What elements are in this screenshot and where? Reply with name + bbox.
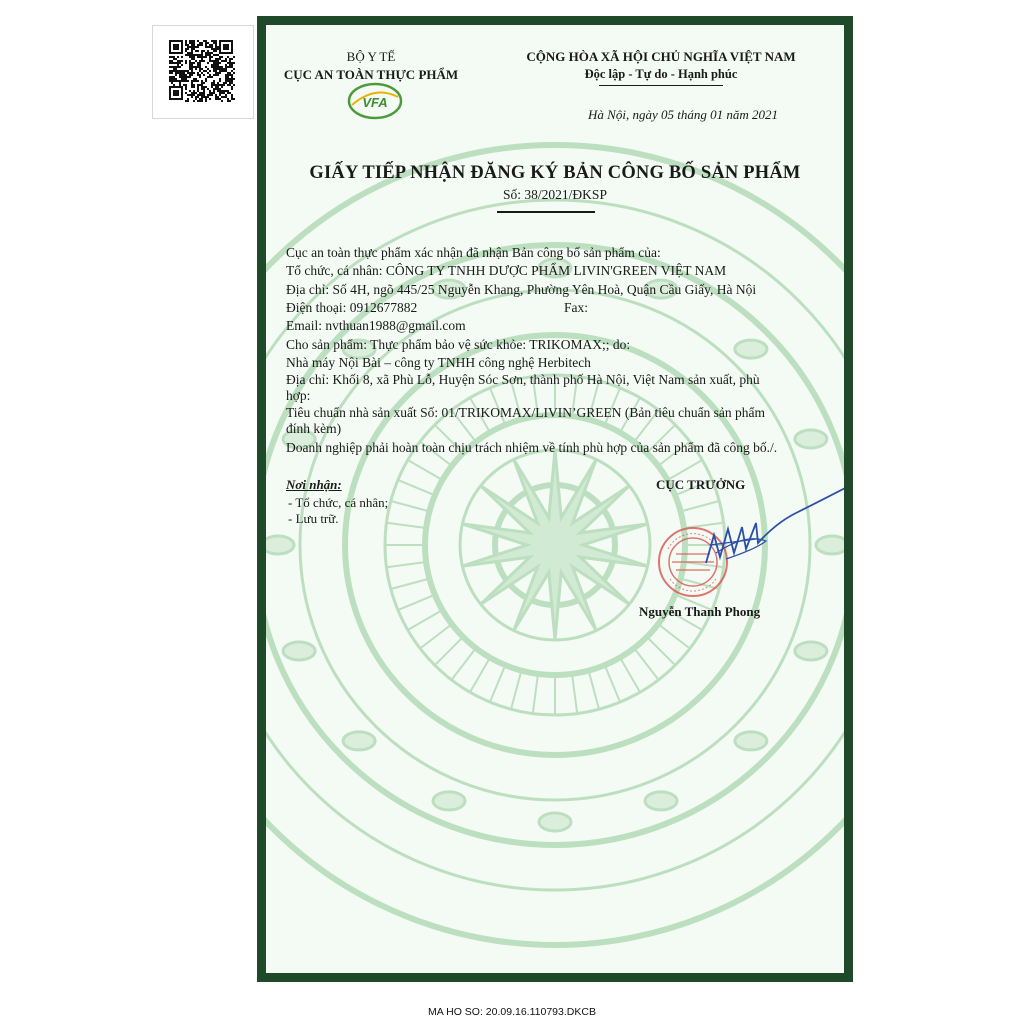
body-line-10: Tiêu chuẩn nhà sản xuất Số: 01/TRIKOMAX/LIVIN’GREEN (Bản tiêu chuẩn sản phẩm [286, 405, 766, 420]
certificate-paper [266, 25, 844, 973]
certificate-page [257, 16, 853, 982]
document-title: GIẤY TIẾP NHẬN ĐĂNG KÝ BẢN CÔNG BỐ SẢN PHẨM [309, 163, 801, 183]
agency-name: CỤC AN TOÀN THỰC PHẨM [283, 67, 459, 82]
issue-date: Hà Nội, ngày 05 tháng 01 năm 2021 [588, 107, 778, 122]
body-line-7: Nhà máy Nội Bài – công ty TNHH công nghệ Herbitech [286, 355, 591, 370]
recipient-item: - Lưu trữ. [288, 511, 339, 526]
document-footer: MA HO SO: 20.09.16.110793.DKCB [428, 1006, 596, 1018]
body-line-9: hợp: [286, 388, 311, 403]
vfa-logo [346, 81, 404, 121]
signer-position: CỤC TRƯỞNG [656, 477, 746, 492]
vfa-logo-text: VFA [362, 95, 388, 110]
recipients-title: Nơi nhận: [286, 477, 342, 492]
body-line-2: Tổ chức, cá nhân: CÔNG TY TNHH DƯỢC PHẨM LIVIN'GREEN VIỆT NAM [286, 263, 727, 278]
body-line-1: Cục an toàn thực phẩm xác nhận đã nhận Bản công bố sản phẩm của: [286, 245, 661, 260]
signer-name: Nguyễn Thanh Phong [639, 604, 761, 619]
body-line-11: đính kèm) [286, 421, 342, 436]
body-line-12: Doanh nghiệp phải hoàn toàn chịu trách nhiệm về tính phù hợp của sản phẩm đã công bố./. [286, 440, 778, 455]
body-line-8: Địa chỉ: Khối 8, xã Phù Lỗ, Huyện Sóc Sơn, thành phố Hà Nội, Việt Nam sản xuất, phù [286, 372, 760, 387]
country-name: CỘNG HÒA XÃ HỘI CHỦ NGHĨA VIỆT NAM [526, 49, 796, 64]
document-number: Số: 38/2021/ĐKSP [503, 187, 607, 202]
handwritten-signature-icon [686, 483, 844, 593]
recipient-item: - Tổ chức, cá nhân; [288, 495, 389, 510]
fax-label: Fax: [564, 300, 589, 315]
title-divider [497, 211, 595, 213]
body-line-6: Cho sản phẩm: Thực phẩm bảo vệ sức khỏe: TRIKOMAX;; do: [286, 337, 631, 352]
body-line-3: Địa chỉ: Số 4H, ngõ 445/25 Nguyễn Khang, Phường Yên Hoà, Quận Cầu Giấy, Hà Nội [286, 282, 757, 297]
national-motto: Độc lập - Tự do - Hạnh phúc [584, 67, 738, 81]
body-line-4: Điện thoại: 0912677882 [286, 300, 418, 315]
motto-underline [599, 85, 723, 86]
body-line-5: Email: nvthuan1988@gmail.com [286, 318, 466, 333]
qr-code-icon [169, 40, 235, 102]
qr-code [152, 25, 254, 119]
ministry-name: BỘ Y TẾ [346, 49, 396, 64]
